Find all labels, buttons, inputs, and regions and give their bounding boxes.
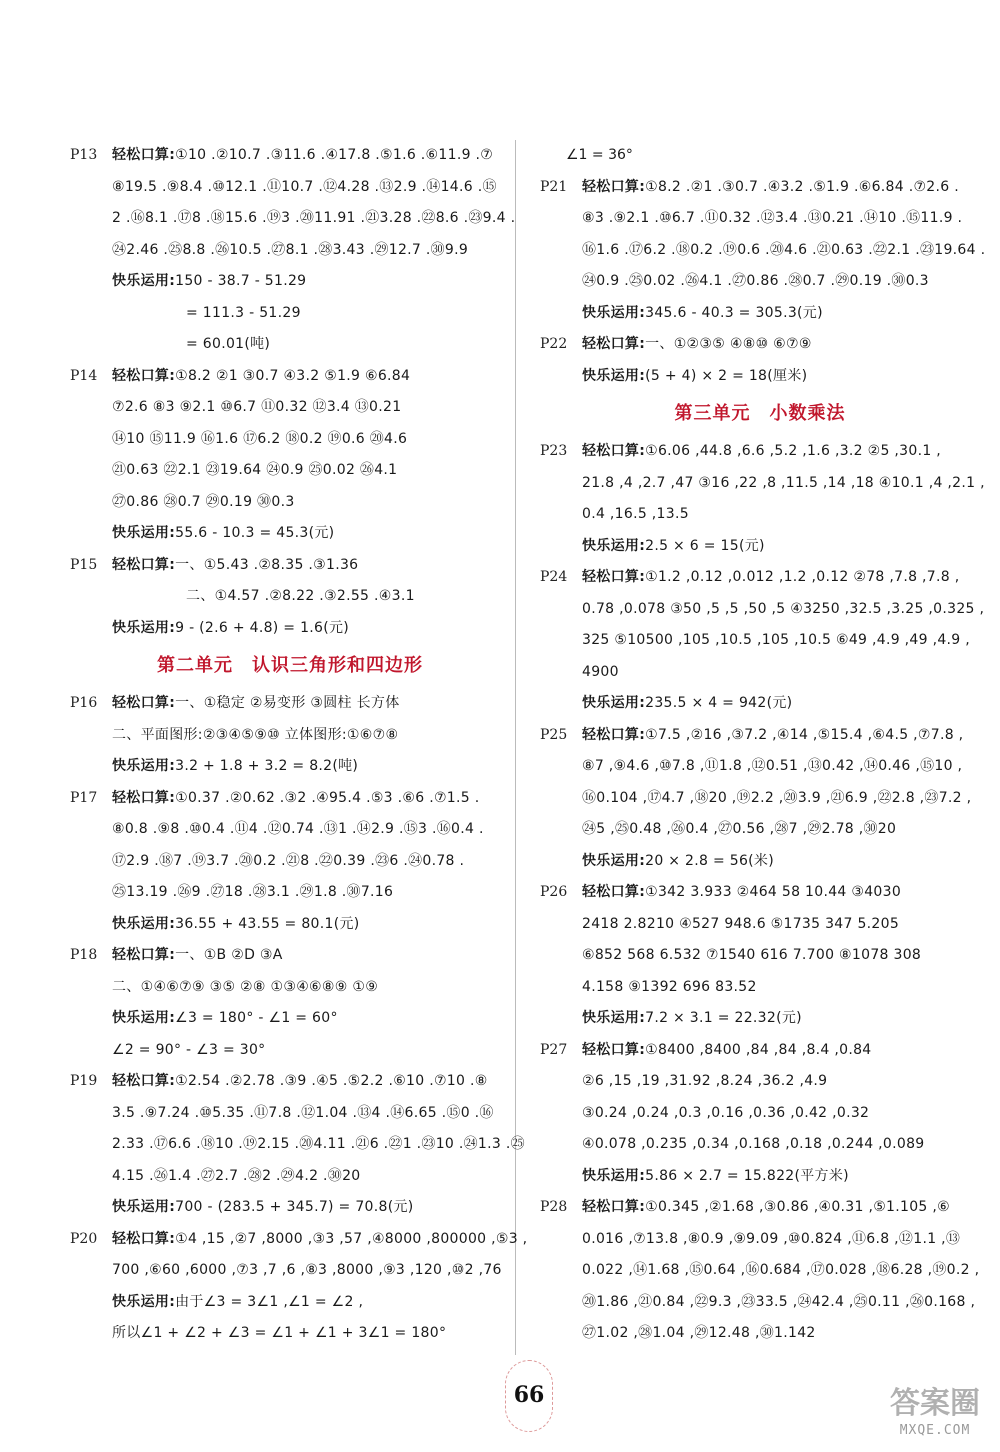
answer-text: 235.5 × 4 = 942(元) [645, 695, 793, 711]
answer-line [582, 1318, 980, 1350]
answer-line [112, 877, 510, 909]
left-column [70, 140, 528, 1350]
answer-text: ⑧0.8 .⑨8 .⑩0.4 .⑪4 .⑫0.74 .⑬1 .⑭2.9 .⑮3 .⑯0.4 . [112, 821, 484, 837]
answer-text: ∠3 = 180° - ∠1 = 60° [175, 1010, 338, 1026]
watermark-url: MXQE.COM [899, 1423, 971, 1438]
answer-text: 0.4 ,16.5 ,13.5 [582, 506, 689, 522]
entry-page-label: P17 [70, 789, 98, 806]
answer-line [582, 1035, 980, 1067]
answer-text: ①8.2 .②1 .③0.7 .④3.2 .⑤1.9 .⑥6.84 .⑦2.6 . [645, 178, 959, 195]
answer-text: 345.6 - 40.3 = 305.3(元) [645, 304, 823, 321]
answer-text: ④0.078 ,0.235 ,0.34 ,0.168 ,0.18 ,0.244 ,0.089 [582, 1136, 925, 1152]
answer-label: 快乐运用: [582, 695, 646, 711]
answer-line [582, 877, 980, 909]
answer-line [582, 1066, 980, 1098]
answer-text: ①0.37 .②0.62 .③2 .④95.4 .⑤3 .⑥6 .⑦1.5 . [175, 789, 480, 806]
answer-entry [70, 550, 510, 645]
answer-label: 轻松口算: [582, 1041, 646, 1058]
answer-text: ①2.54 .②2.78 .③9 .④5 .⑤2.2 .⑥10 .⑦10 .⑧ [175, 1073, 488, 1089]
answer-line [582, 846, 980, 878]
answer-text: 150 - 38.7 - 51.29 [175, 273, 307, 289]
answer-text: 一、①B ②D ③A [175, 947, 283, 963]
entry-page-label: P28 [540, 1199, 568, 1215]
answer-line [582, 1192, 980, 1224]
answer-line [112, 298, 510, 330]
answer-entry [540, 877, 980, 1035]
answer-label: 快乐运用: [582, 1167, 646, 1184]
answer-line [582, 203, 980, 235]
watermark-logo: 答案圈 [890, 1386, 980, 1421]
answer-entry [540, 562, 985, 720]
answer-text: 2.33 .⑰6.6 .⑱10 .⑲2.15 .⑳4.11 .㉑6 .㉒1 .㉓10 .㉔1.3 .㉕ [112, 1136, 525, 1152]
answer-text: ㉗1.02 ,㉘1.04 ,㉙12.48 ,㉚1.142 [582, 1325, 816, 1341]
answer-line [112, 909, 510, 941]
answer-text: 所以∠1 + ∠2 + ∠3 = ∠1 + ∠1 + 3∠1 = 180° [112, 1325, 447, 1341]
answer-text: ㉕13.19 .㉖9 .㉗18 .㉘3.1 .㉙1.8 .㉚7.16 [112, 884, 394, 900]
entry-page-label: P20 [70, 1230, 98, 1247]
answer-text: 4.15 .㉖1.4 .㉗2.7 .㉘2 .㉙4.2 .㉚20 [112, 1167, 361, 1184]
answer-text: 325 ⑤10500 ,105 ,10.5 ,105 ,10.5 ⑥49 ,4.9 ,49 ,4.9 , [582, 632, 971, 648]
answer-line [582, 531, 980, 563]
answer-entry [540, 1035, 980, 1193]
answer-text: ⑧19.5 .⑨8.4 .⑩12.1 .⑪10.7 .⑫4.28 .⑬2.9 .⑭14.6 .⑮ [112, 178, 497, 195]
entry-page-label: P15 [70, 556, 98, 573]
answer-line [112, 361, 510, 393]
watermark [885, 1385, 985, 1447]
answer-text: 0.78 ,0.078 ③50 ,5 ,5 ,50 ,5 ④3250 ,32.5 ,3.25 ,0.325 , [582, 600, 985, 617]
answer-text: ②6 ,15 ,19 ,31.92 ,8.24 ,36.2 ,4.9 [582, 1073, 828, 1089]
answer-text: 7.2 × 3.1 = 22.32(元) [645, 1010, 802, 1026]
answer-text: ①342 3.933 ②464 58 10.44 ③4030 [645, 884, 902, 900]
answer-label: 轻松口算: [582, 443, 646, 459]
answer-line [112, 1129, 525, 1161]
answer-line [582, 298, 980, 330]
answer-text: ⑯1.6 .⑰6.2 .⑱0.2 .⑲0.6 .⑳4.6 .㉑0.63 .㉒2.1 .㉓19.64 . [582, 241, 986, 258]
answer-text: 55.6 - 10.3 = 45.3(元) [175, 525, 335, 541]
answer-text: 2418 2.8210 ④527 948.6 ⑤1735 347 5.205 [582, 915, 900, 932]
answer-label: 轻松口算: [582, 178, 646, 195]
answer-line [582, 1129, 980, 1161]
answer-line [582, 1161, 980, 1193]
answer-text: 0.016 ,⑦13.8 ,⑧0.9 ,⑨9.09 ,⑩0.824 ,⑪6.8 ,⑫1.1 ,⑬ [582, 1230, 961, 1247]
answer-text: 3.2 + 1.8 + 3.2 = 8.2(吨) [175, 758, 359, 774]
answer-line [582, 909, 980, 941]
answer-line [112, 1035, 510, 1067]
answer-text: ①0.345 ,②1.68 ,③0.86 ,④0.31 ,⑤1.105 ,⑥ [645, 1199, 950, 1215]
unit-heading: 第二单元 认识三角形和四边形 [157, 655, 423, 676]
answer-text: 3.5 .⑨7.24 .⑩5.35 .⑪7.8 .⑫1.04 .⑬4 .⑭6.65 .⑮0 .⑯ [112, 1104, 494, 1121]
answer-line [582, 783, 980, 815]
answer-label: 快乐运用: [582, 852, 646, 869]
answer-line [112, 455, 510, 487]
answer-text: ㉗0.86 ㉘0.7 ㉙0.19 ㉚0.3 [112, 493, 295, 510]
entry-page-label: P21 [540, 178, 568, 195]
answer-line [112, 392, 510, 424]
answer-text: 一、①②③⑤ ④⑧⑩ ⑥⑦⑨ [645, 336, 812, 352]
answer-line [582, 499, 980, 531]
answer-label: 轻松口算: [112, 947, 176, 963]
answer-line [112, 487, 510, 519]
answer-line [582, 1255, 980, 1287]
answer-label: 快乐运用: [582, 1010, 646, 1026]
answer-line [582, 1287, 980, 1319]
entry-page-label: P13 [70, 147, 98, 163]
answer-line [582, 814, 980, 846]
answer-label: 快乐运用: [112, 1199, 176, 1215]
answer-line [582, 361, 980, 393]
answer-line [582, 688, 980, 720]
answer-text: 二、①④⑥⑦⑨ ③⑤ ②⑧ ①③④⑥⑧⑨ ①⑨ [112, 978, 379, 995]
answer-entry [540, 436, 985, 562]
answer-line [582, 329, 980, 361]
answer-line [582, 172, 980, 204]
answer-text: ①8400 ,8400 ,84 ,84 ,8.4 ,0.84 [645, 1041, 872, 1058]
answer-line [582, 972, 980, 1004]
answer-line [582, 562, 980, 594]
answer-text: 700 ,⑥60 ,6000 ,⑦3 ,7 ,6 ,⑧3 ,8000 ,⑨3 ,120 ,⑩2 ,76 [112, 1262, 502, 1278]
answer-text: = 111.3 - 51.29 [186, 304, 301, 321]
answer-label: 快乐运用: [112, 758, 176, 774]
answer-entry [70, 1066, 525, 1224]
entry-page-label: P16 [70, 695, 98, 711]
answer-line [112, 1192, 510, 1224]
answer-text: ①10 .②10.7 .③11.6 .④17.8 .⑤1.6 .⑥11.9 .⑦ [175, 147, 494, 163]
answer-line [112, 518, 510, 550]
answer-line [112, 688, 510, 720]
answer-text: 二、①4.57 .②8.22 .③2.55 .④3.1 [186, 588, 415, 604]
answer-text: ①6.06 ,44.8 ,6.6 ,5.2 ,1.6 ,3.2 ②5 ,30.1 , [645, 443, 942, 459]
answer-line [112, 1287, 510, 1319]
answer-line [582, 594, 985, 626]
answer-text: ⑭10 ⑮11.9 ⑯1.6 ⑰6.2 ⑱0.2 ⑲0.6 ⑳4.6 [112, 430, 408, 447]
answer-text: 700 - (283.5 + 345.7) = 70.8(元) [175, 1199, 414, 1215]
answer-label: 轻松口算: [112, 147, 176, 163]
answer-text: ①7.5 ,②16 ,③7.2 ,④14 ,⑤15.4 ,⑥4.5 ,⑦7.8 , [645, 726, 964, 743]
answer-line [112, 814, 510, 846]
answer-line [112, 1066, 510, 1098]
entry-page-label: P24 [540, 569, 568, 585]
answer-text: ⑥852 568 6.532 ⑦1540 616 7.700 ⑧1078 308 [582, 947, 922, 963]
answer-text: 20 × 2.8 = 56(米) [645, 852, 774, 869]
answer-text: 4900 [582, 663, 619, 680]
entry-page-label: P18 [70, 947, 98, 963]
answer-label: 快乐运用: [112, 1293, 176, 1310]
answer-text: ㉔5 ,㉕0.48 ,㉖0.4 ,㉗0.56 ,㉘7 ,㉙2.78 ,㉚20 [582, 821, 897, 837]
answer-label: 快乐运用: [582, 537, 646, 554]
answer-entry [540, 172, 986, 330]
answer-line [112, 846, 510, 878]
answer-label: 轻松口算: [112, 695, 176, 711]
answer-text: ①1.2 ,0.12 ,0.012 ,1.2 ,0.12 ②78 ,7.8 ,7.8 , [645, 569, 960, 585]
answer-label: 轻松口算: [112, 556, 176, 573]
answer-entry [70, 688, 510, 783]
answer-line [112, 424, 510, 456]
answer-line [582, 436, 980, 468]
answer-text: 二、平面图形:②③④⑤⑨⑩ 立体图形:①⑥⑦⑧ [112, 726, 399, 743]
answer-line [112, 1161, 510, 1193]
answer-text: 0.022 ,⑭1.68 ,⑮0.64 ,⑯0.684 ,⑰0.028 ,⑱6.28 ,⑲0.2 , [582, 1262, 980, 1278]
answer-text: (5 + 4) × 2 = 18(厘米) [645, 367, 808, 384]
answer-label: 轻松口算: [112, 789, 176, 806]
entry-page-label: P26 [540, 884, 568, 900]
unit-heading: 第三单元 小数乘法 [674, 403, 846, 424]
answer-text: ⑰2.9 .⑱7 .⑲3.7 .⑳0.2 .㉑8 .㉒0.39 .㉓6 .㉔0.78 . [112, 852, 465, 869]
answer-text: ⑯0.104 ,⑰4.7 ,⑱20 ,⑲2.2 ,⑳3.9 ,㉑6.9 ,㉒2.8 ,㉓7.2 , [582, 789, 972, 806]
answer-label: 快乐运用: [112, 1010, 176, 1026]
answer-label: 快乐运用: [112, 915, 176, 932]
answer-text: 一、①稳定 ②易变形 ③圆柱 长方体 [175, 695, 400, 711]
entry-page-label: P14 [70, 367, 98, 384]
entry-page-label: P25 [540, 726, 568, 743]
answer-label: 轻松口算: [112, 1230, 176, 1247]
answer-text: 2 .⑯8.1 .⑰8 .⑱15.6 .⑲3 .⑳11.91 .㉑3.28 .㉒8.6 .㉓9.4 . [112, 210, 516, 226]
page-number: 66 [513, 1382, 545, 1408]
answer-line [582, 1224, 980, 1256]
answer-label: 快乐运用: [582, 304, 646, 321]
answer-label: 快乐运用: [582, 367, 646, 384]
answer-label: 轻松口算: [582, 336, 646, 352]
answer-text: ⑧7 ,⑨4.6 ,⑩7.8 ,⑪1.8 ,⑫0.51 ,⑬0.42 ,⑭0.46 ,⑮10 , [582, 758, 963, 774]
answer-line [112, 940, 510, 972]
answer-entry [70, 361, 510, 550]
column-divider [515, 140, 516, 1355]
answer-line [112, 172, 510, 204]
answer-line [112, 783, 510, 815]
answer-line [112, 140, 510, 172]
answer-line [582, 1098, 980, 1130]
answer-line [582, 235, 986, 267]
answer-line [582, 720, 980, 752]
answer-line [112, 1224, 528, 1256]
answer-entry [70, 783, 510, 941]
answer-line [112, 550, 510, 582]
answer-text: 36.55 + 43.55 = 80.1(元) [175, 915, 360, 932]
entry-page-label: P19 [70, 1073, 98, 1089]
answer-text: 9 - (2.6 + 4.8) = 1.6(元) [175, 619, 350, 636]
answer-text: 由于∠3 = 3∠1 ,∠1 = ∠2 , [175, 1293, 364, 1310]
answer-text: ⑦2.6 ⑧3 ⑨2.1 ⑩6.7 ⑪0.32 ⑫3.4 ⑬0.21 [112, 399, 402, 415]
answer-text: = 60.01(吨) [186, 336, 271, 352]
answer-text: ①4 ,15 ,②7 ,8000 ,③3 ,57 ,④8000 ,800000 ,⑤3 , [175, 1230, 528, 1247]
answer-line [112, 581, 510, 613]
answer-label: 轻松口算: [582, 569, 646, 585]
answer-text: 一、①5.43 .②8.35 .③1.36 [175, 556, 359, 573]
answer-line [112, 329, 510, 361]
answer-label: 轻松口算: [112, 1073, 176, 1089]
answer-label: 轻松口算: [582, 726, 646, 743]
entry-page-label: P27 [540, 1041, 568, 1058]
answer-line [112, 203, 516, 235]
answer-line [112, 1098, 510, 1130]
answer-line [582, 266, 980, 298]
answer-label: 快乐运用: [112, 525, 176, 541]
answer-text: ㉔0.9 .㉕0.02 .㉖4.1 .㉗0.86 .㉘0.7 .㉙0.19 .㉚0.3 [582, 273, 929, 289]
entry-page-label: P23 [540, 443, 568, 459]
answer-line [112, 720, 510, 752]
answer-line [112, 972, 510, 1004]
answer-label: 快乐运用: [112, 273, 176, 289]
answer-label: 轻松口算: [582, 884, 646, 900]
answer-entry [70, 1224, 528, 1350]
answer-line [112, 1318, 510, 1350]
answer-text: 2.5 × 6 = 15(元) [645, 537, 765, 554]
answer-line [112, 1255, 510, 1287]
answer-line [582, 468, 985, 500]
answer-line [112, 266, 510, 298]
answer-entry [70, 140, 516, 361]
answer-text: ⑧3 .⑨2.1 .⑩6.7 .⑪0.32 .⑫3.4 .⑬0.21 .⑭10 .⑮11.9 . [582, 210, 963, 226]
answer-line [582, 940, 980, 972]
answer-text: 4.158 ⑨1392 696 83.52 [582, 978, 757, 995]
answer-line [582, 751, 980, 783]
answer-label: 快乐运用: [112, 619, 176, 636]
answer-label: 轻松口算: [112, 367, 176, 384]
answer-text: 21.8 ,4 ,2.7 ,47 ③16 ,22 ,8 ,11.5 ,14 ,18 ④10.1 ,4 ,2.1 , [582, 474, 985, 491]
answer-entry [70, 940, 510, 1066]
answer-line [112, 1003, 510, 1035]
answer-line [112, 235, 510, 267]
answer-entry [540, 720, 980, 878]
answer-line [582, 625, 980, 657]
answer-label: 轻松口算: [582, 1199, 646, 1215]
answer-line [582, 657, 980, 689]
answer-text: ③0.24 ,0.24 ,0.3 ,0.16 ,0.36 ,0.42 ,0.32 [582, 1104, 870, 1121]
answer-line [112, 613, 510, 645]
answer-text: 5.86 × 2.7 = 15.822(平方米) [645, 1167, 849, 1184]
answer-line [112, 751, 510, 783]
answer-line [582, 1003, 980, 1035]
answer-entry [540, 329, 980, 392]
answer-text: ⑳1.86 ,㉑0.84 ,㉒9.3 ,㉓33.5 ,㉔42.4 ,㉕0.11 ,㉖0.168 , [582, 1293, 976, 1310]
answer-text: ㉔2.46 .㉕8.8 .㉖10.5 .㉗8.1 .㉘3.43 .㉙12.7 .㉚9.9 [112, 241, 469, 258]
answer-entry [540, 1192, 980, 1350]
continued-line: ∠1 = 36° [566, 147, 633, 163]
answer-text: ①8.2 ②1 ③0.7 ④3.2 ⑤1.9 ⑥6.84 [175, 367, 411, 384]
answer-text: ㉑0.63 ㉒2.1 ㉓19.64 ㉔0.9 ㉕0.02 ㉖4.1 [112, 462, 398, 478]
answer-text: ∠2 = 90° - ∠3 = 30° [112, 1041, 266, 1058]
right-column [540, 140, 986, 1350]
entry-page-label: P22 [540, 336, 568, 352]
